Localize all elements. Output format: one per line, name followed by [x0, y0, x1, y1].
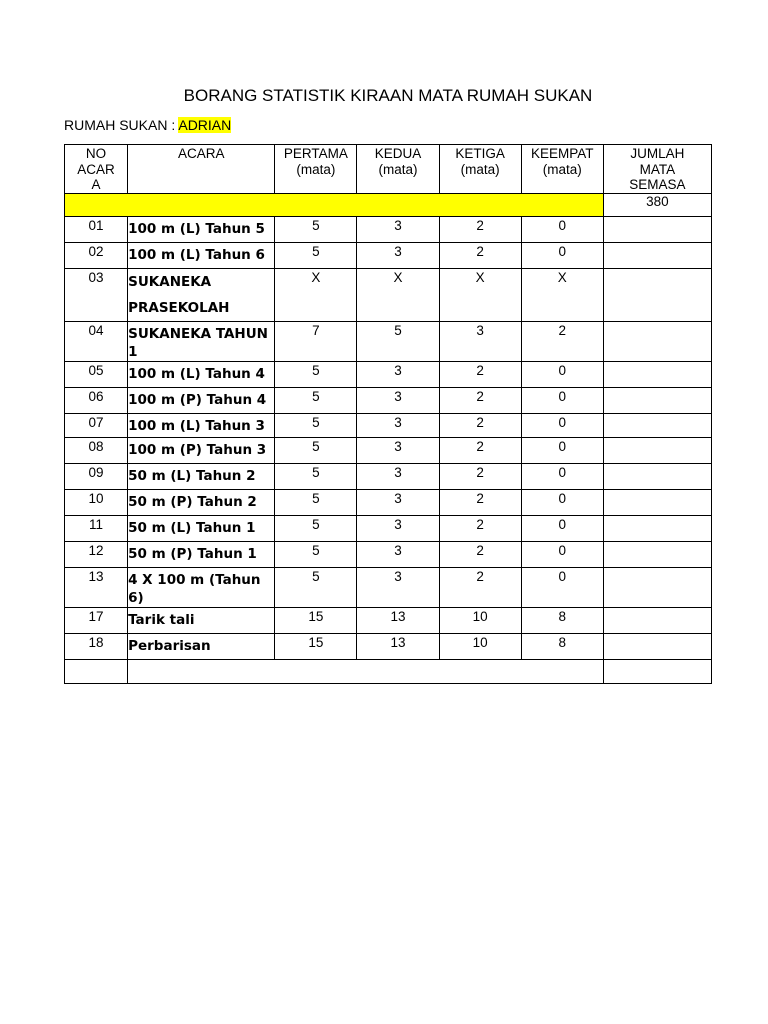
third-points: 2 [439, 413, 521, 437]
highlight-row [65, 193, 712, 216]
fourth-points: 0 [521, 387, 603, 413]
total-points [603, 633, 711, 659]
header-first: PERTAMA (mata) [275, 145, 357, 194]
table-row [65, 361, 712, 387]
second-points: 3 [357, 437, 439, 463]
event-name: 100 m (P) Tahun 3 [128, 437, 275, 463]
event-number: 11 [65, 515, 128, 541]
fourth-points: 2 [521, 321, 603, 361]
first-points: 5 [275, 489, 357, 515]
event-name: 100 m (L) Tahun 5 [128, 216, 275, 242]
third-points: 2 [439, 361, 521, 387]
first-points: 15 [275, 633, 357, 659]
table-row [65, 489, 712, 515]
total-points [603, 242, 711, 268]
event-name: Tarik tali [128, 607, 275, 633]
total-points [603, 607, 711, 633]
empty-cell [128, 659, 604, 683]
first-points: 5 [275, 387, 357, 413]
fourth-points: 0 [521, 515, 603, 541]
first-points: 5 [275, 567, 357, 607]
first-points: 5 [275, 463, 357, 489]
fourth-points: 8 [521, 607, 603, 633]
house-name: ADRIAN [178, 117, 232, 133]
header-third: KETIGA (mata) [439, 145, 521, 194]
header-second: KEDUA (mata) [357, 145, 439, 194]
third-points: 2 [439, 216, 521, 242]
empty-row [65, 659, 712, 683]
points-table [64, 144, 712, 684]
event-number: 13 [65, 567, 128, 607]
second-points: 3 [357, 541, 439, 567]
fourth-points: 0 [521, 567, 603, 607]
table-row [65, 268, 712, 321]
second-points: 3 [357, 216, 439, 242]
event-name: 50 m (P) Tahun 1 [128, 541, 275, 567]
event-number: 07 [65, 413, 128, 437]
total-points [603, 268, 711, 321]
first-points: 5 [275, 541, 357, 567]
second-points: 3 [357, 242, 439, 268]
event-name: 50 m (P) Tahun 2 [128, 489, 275, 515]
second-points: 3 [357, 413, 439, 437]
empty-cell [65, 659, 128, 683]
first-points: 7 [275, 321, 357, 361]
total-points [603, 321, 711, 361]
third-points: 2 [439, 463, 521, 489]
third-points: 10 [439, 607, 521, 633]
total-points [603, 489, 711, 515]
third-points: 3 [439, 321, 521, 361]
table-row [65, 541, 712, 567]
current-total: 380 [603, 193, 711, 216]
fourth-points: X [521, 268, 603, 321]
second-points: 5 [357, 321, 439, 361]
third-points: 2 [439, 387, 521, 413]
house-label: RUMAH SUKAN : [64, 117, 179, 133]
third-points: 2 [439, 437, 521, 463]
event-number: 10 [65, 489, 128, 515]
event-number: 09 [65, 463, 128, 489]
total-points [603, 567, 711, 607]
first-points: X [275, 268, 357, 321]
first-points: 5 [275, 413, 357, 437]
third-points: 2 [439, 242, 521, 268]
event-name: 4 X 100 m (Tahun 6) [128, 567, 275, 607]
event-name: Perbarisan [128, 633, 275, 659]
second-points: 3 [357, 567, 439, 607]
first-points: 5 [275, 242, 357, 268]
first-points: 15 [275, 607, 357, 633]
fourth-points: 0 [521, 489, 603, 515]
total-points [603, 387, 711, 413]
event-name: 50 m (L) Tahun 2 [128, 463, 275, 489]
event-name: 100 m (L) Tahun 3 [128, 413, 275, 437]
second-points: 3 [357, 489, 439, 515]
fourth-points: 0 [521, 216, 603, 242]
table-row [65, 387, 712, 413]
fourth-points: 0 [521, 437, 603, 463]
table-row [65, 216, 712, 242]
event-number: 08 [65, 437, 128, 463]
second-points: 3 [357, 387, 439, 413]
fourth-points: 0 [521, 541, 603, 567]
third-points: 2 [439, 541, 521, 567]
header-event: ACARA [128, 145, 275, 194]
event-name: 100 m (L) Tahun 4 [128, 361, 275, 387]
table-row [65, 413, 712, 437]
page-title: BORANG STATISTIK KIRAAN MATA RUMAH SUKAN [183, 86, 593, 105]
second-points: 13 [357, 633, 439, 659]
third-points: 2 [439, 567, 521, 607]
table-row [65, 242, 712, 268]
event-number: 06 [65, 387, 128, 413]
first-points: 5 [275, 515, 357, 541]
table-row [65, 633, 712, 659]
total-points [603, 541, 711, 567]
total-points [603, 463, 711, 489]
total-points [603, 216, 711, 242]
header-row [65, 145, 712, 194]
second-points: 3 [357, 463, 439, 489]
third-points: 2 [439, 515, 521, 541]
event-number: 04 [65, 321, 128, 361]
first-points: 5 [275, 361, 357, 387]
event-name: 100 m (L) Tahun 6 [128, 242, 275, 268]
fourth-points: 8 [521, 633, 603, 659]
third-points: X [439, 268, 521, 321]
second-points: X [357, 268, 439, 321]
table-row [65, 567, 712, 607]
first-points: 5 [275, 216, 357, 242]
table-row [65, 515, 712, 541]
header-fourth: KEEMPAT (mata) [521, 145, 603, 194]
header-no: NO ACAR A [65, 145, 128, 194]
table-row [65, 437, 712, 463]
event-number: 01 [65, 216, 128, 242]
fourth-points: 0 [521, 463, 603, 489]
empty-cell [603, 659, 711, 683]
second-points: 3 [357, 515, 439, 541]
table-row [65, 607, 712, 633]
event-name: 50 m (L) Tahun 1 [128, 515, 275, 541]
third-points: 2 [439, 489, 521, 515]
event-name: 100 m (P) Tahun 4 [128, 387, 275, 413]
event-number: 03 [65, 268, 128, 321]
table-row [65, 321, 712, 361]
event-number: 18 [65, 633, 128, 659]
event-name: SUKANEKA PRASEKOLAH [128, 268, 275, 321]
total-points [603, 413, 711, 437]
total-points [603, 361, 711, 387]
house-line [64, 117, 231, 133]
second-points: 3 [357, 361, 439, 387]
fourth-points: 0 [521, 413, 603, 437]
header-total: JUMLAH MATA SEMASA [603, 145, 711, 194]
total-points [603, 437, 711, 463]
total-points [603, 515, 711, 541]
event-number: 02 [65, 242, 128, 268]
event-name: SUKANEKA TAHUN 1 [128, 321, 275, 361]
first-points: 5 [275, 437, 357, 463]
fourth-points: 0 [521, 361, 603, 387]
table-row [65, 463, 712, 489]
second-points: 13 [357, 607, 439, 633]
event-number: 05 [65, 361, 128, 387]
highlight-cell [65, 193, 604, 216]
fourth-points: 0 [521, 242, 603, 268]
event-number: 17 [65, 607, 128, 633]
event-number: 12 [65, 541, 128, 567]
third-points: 10 [439, 633, 521, 659]
